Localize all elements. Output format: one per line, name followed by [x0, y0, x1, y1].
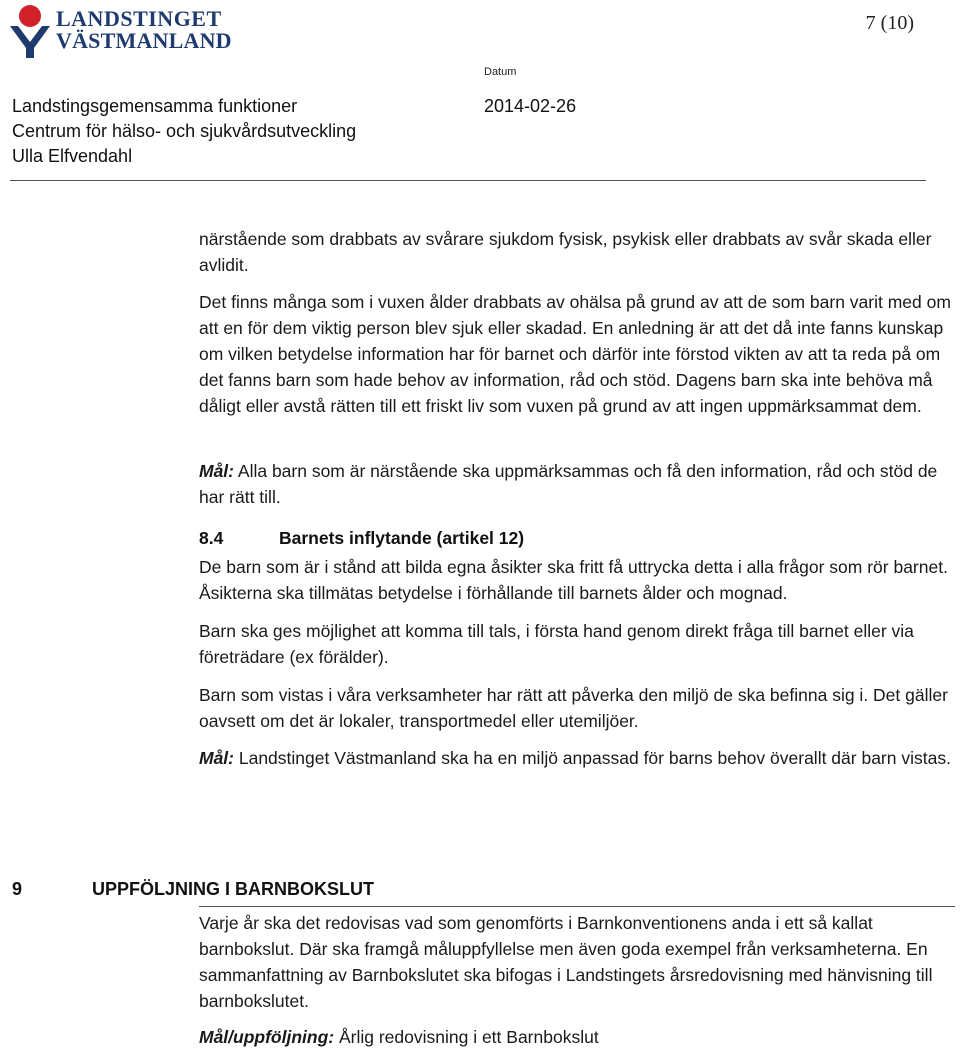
chapter-divider [199, 906, 955, 907]
paragraph: Barn ska ges möjlighet att komma till tals, i första hand genom direkt fråga till barnet eller via företrädare (ex förälder). [199, 621, 914, 667]
page-number: 7 (10) [865, 12, 914, 34]
org-logo [8, 2, 232, 58]
paragraph: Barn som vistas i våra verksamheter har rätt att påverka den miljö de ska befinna sig i. Det gäller oavsett om det är lokaler, transportmedel eller utemiljöer. [199, 685, 948, 731]
chapter-title: UPPFÖLJNING I BARNBOKSLUT [92, 879, 375, 899]
unit: Centrum för hälso- och sjukvårdsutveckling [12, 121, 357, 141]
paragraph: De barn som är i stånd att bilda egna åsikter ska fritt få uttrycka detta i alla frågor som rör barnet. Åsikterna ska tillmätas betydelse i förhållande till barnets ålder och mognad. [199, 557, 948, 603]
department: Landstingsgemensamma funktioner [12, 96, 298, 116]
paragraph: närstående som drabbats av svårare sjukdom fysisk, psykisk eller drabbats av svår skada eller avlidit. [199, 229, 932, 275]
landstinget-person-logo-icon [8, 4, 54, 58]
document-date: 2014-02-26 [484, 96, 577, 116]
paragraph: Varje år ska det redovisas vad som genomförts i Barnkonventionens anda i ett så kallat barnbokslut. Där ska framgå måluppfyllelse men även goda exempel från verksamheterna. En sammanfattning av Barnbokslutet ska bifogas i Landstingets årsredovisning med hänvisning till barnbokslutet. [199, 913, 933, 1011]
chapter-heading [12, 879, 374, 900]
section-title: Barnets inflytande (artikel 12) [279, 528, 525, 548]
goal-label: Mål/uppföljning: [199, 1027, 335, 1047]
org-name-line1: LANDSTINGET [56, 6, 222, 31]
goal-text: Landstinget Västmanland ska ha en miljö anpassad för barns behov överallt där barn vistas. [234, 748, 951, 768]
org-name [56, 8, 232, 52]
section-heading [199, 528, 524, 549]
section-number: 8.4 [199, 528, 224, 548]
goal-paragraph [199, 1024, 959, 1050]
header-divider [10, 180, 926, 181]
org-name-line2: VÄSTMANLAND [56, 28, 232, 53]
paragraph: Det finns många som i vuxen ålder drabbats av ohälsa på grund av att de som barn varit med om att en för dem viktig person blev sjuk eller skadad. En anledning är att det då inte fanns kunskap om vilken betydelse information har för barnet och därför inte förstod vikten av att ta reda på om det fanns barn som hade behov av information, råd och stöd. Dagens barn ska inte behöva må dåligt eller avstå rätten till ett friskt liv som vuxen på grund av att ingen uppmärksammat dem. [199, 292, 951, 416]
date-label: Datum [484, 66, 517, 78]
goal-text: Årlig redovisning i ett Barnbokslut [334, 1027, 599, 1047]
goal-text: Alla barn som är närstående ska uppmärksammas och få den information, råd och stöd de har rätt till. [199, 461, 938, 507]
goal-paragraph [199, 458, 959, 510]
chapter-number: 9 [12, 879, 23, 899]
goal-label: Mål: [199, 748, 234, 768]
goal-label: Mål: [199, 461, 234, 481]
author: Ulla Elfvendahl [12, 146, 133, 166]
goal-paragraph [199, 745, 959, 771]
